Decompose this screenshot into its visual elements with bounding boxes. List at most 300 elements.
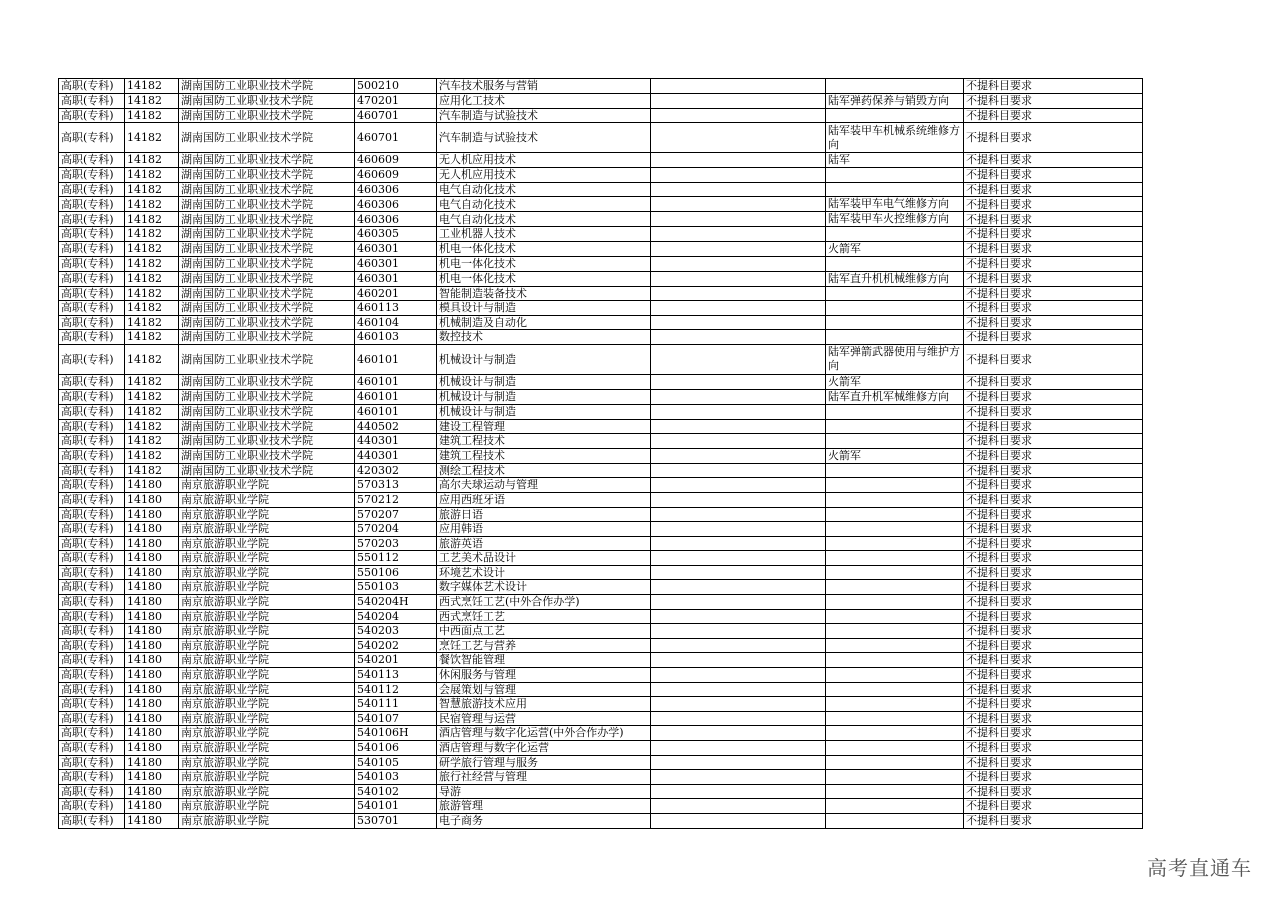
school-name-cell: 湖南国防工业职业技术学院 bbox=[179, 389, 355, 404]
level-cell: 高职(专科) bbox=[59, 344, 125, 374]
requirement-cell: 不提科目要求 bbox=[964, 241, 1143, 256]
school-code-cell: 14180 bbox=[125, 522, 179, 537]
school-name-cell: 湖南国防工业职业技术学院 bbox=[179, 182, 355, 197]
major-name-cell: 民宿管理与运营 bbox=[437, 711, 651, 726]
table-row bbox=[59, 330, 1143, 345]
requirement-cell: 不提科目要求 bbox=[964, 653, 1143, 668]
requirement-cell: 不提科目要求 bbox=[964, 507, 1143, 522]
note-cell bbox=[826, 638, 964, 653]
school-name-cell: 南京旅游职业学院 bbox=[179, 741, 355, 756]
requirement-cell: 不提科目要求 bbox=[964, 638, 1143, 653]
requirement-cell: 不提科目要求 bbox=[964, 565, 1143, 580]
school-code-cell: 14182 bbox=[125, 286, 179, 301]
table-row bbox=[59, 123, 1143, 153]
level-cell: 高职(专科) bbox=[59, 638, 125, 653]
blank-cell bbox=[651, 286, 826, 301]
requirement-cell: 不提科目要求 bbox=[964, 419, 1143, 434]
school-name-cell: 南京旅游职业学院 bbox=[179, 799, 355, 814]
level-cell: 高职(专科) bbox=[59, 374, 125, 389]
major-name-cell: 机械设计与制造 bbox=[437, 374, 651, 389]
blank-cell bbox=[651, 595, 826, 610]
blank-cell bbox=[651, 507, 826, 522]
major-name-cell: 电气自动化技术 bbox=[437, 197, 651, 212]
school-name-cell: 湖南国防工业职业技术学院 bbox=[179, 448, 355, 463]
school-code-cell: 14182 bbox=[125, 315, 179, 330]
requirement-cell: 不提科目要求 bbox=[964, 123, 1143, 153]
note-cell bbox=[826, 330, 964, 345]
major-code-cell: 440502 bbox=[355, 419, 437, 434]
note-cell bbox=[826, 813, 964, 828]
major-name-cell: 建设工程管理 bbox=[437, 419, 651, 434]
level-cell: 高职(专科) bbox=[59, 301, 125, 316]
major-name-cell: 汽车制造与试验技术 bbox=[437, 108, 651, 123]
table-row bbox=[59, 419, 1143, 434]
school-code-cell: 14180 bbox=[125, 536, 179, 551]
blank-cell bbox=[651, 492, 826, 507]
school-code-cell: 14182 bbox=[125, 168, 179, 183]
school-code-cell: 14180 bbox=[125, 711, 179, 726]
table-row bbox=[59, 507, 1143, 522]
note-cell: 陆军弹箭武器使用与维护方向 bbox=[826, 344, 964, 374]
level-cell: 高职(专科) bbox=[59, 565, 125, 580]
note-cell: 陆军 bbox=[826, 153, 964, 168]
blank-cell bbox=[651, 711, 826, 726]
school-code-cell: 14180 bbox=[125, 565, 179, 580]
note-cell bbox=[826, 463, 964, 478]
major-name-cell: 电气自动化技术 bbox=[437, 212, 651, 227]
requirement-cell: 不提科目要求 bbox=[964, 182, 1143, 197]
school-name-cell: 南京旅游职业学院 bbox=[179, 522, 355, 537]
level-cell: 高职(专科) bbox=[59, 668, 125, 683]
table-row bbox=[59, 682, 1143, 697]
blank-cell bbox=[651, 374, 826, 389]
level-cell: 高职(专科) bbox=[59, 404, 125, 419]
note-cell bbox=[826, 755, 964, 770]
major-name-cell: 西式烹饪工艺 bbox=[437, 609, 651, 624]
major-code-cell: 550103 bbox=[355, 580, 437, 595]
blank-cell bbox=[651, 697, 826, 712]
major-code-cell: 570204 bbox=[355, 522, 437, 537]
blank-cell bbox=[651, 108, 826, 123]
note-cell bbox=[826, 227, 964, 242]
requirement-cell: 不提科目要求 bbox=[964, 227, 1143, 242]
major-name-cell: 酒店管理与数字化运营 bbox=[437, 741, 651, 756]
blank-cell bbox=[651, 344, 826, 374]
note-cell bbox=[826, 315, 964, 330]
note-cell bbox=[826, 668, 964, 683]
major-code-cell: 540106H bbox=[355, 726, 437, 741]
school-name-cell: 湖南国防工业职业技术学院 bbox=[179, 330, 355, 345]
school-name-cell: 南京旅游职业学院 bbox=[179, 697, 355, 712]
requirement-cell: 不提科目要求 bbox=[964, 522, 1143, 537]
major-code-cell: 460103 bbox=[355, 330, 437, 345]
major-code-cell: 540101 bbox=[355, 799, 437, 814]
school-code-cell: 14182 bbox=[125, 241, 179, 256]
school-code-cell: 14182 bbox=[125, 227, 179, 242]
blank-cell bbox=[651, 197, 826, 212]
major-name-cell: 机械制造及自动化 bbox=[437, 315, 651, 330]
table-row bbox=[59, 434, 1143, 449]
school-code-cell: 14182 bbox=[125, 389, 179, 404]
school-code-cell: 14182 bbox=[125, 330, 179, 345]
table-row bbox=[59, 182, 1143, 197]
school-code-cell: 14182 bbox=[125, 301, 179, 316]
school-name-cell: 南京旅游职业学院 bbox=[179, 711, 355, 726]
major-name-cell: 中西面点工艺 bbox=[437, 624, 651, 639]
school-name-cell: 南京旅游职业学院 bbox=[179, 536, 355, 551]
major-name-cell: 汽车制造与试验技术 bbox=[437, 123, 651, 153]
blank-cell bbox=[651, 682, 826, 697]
major-code-cell: 470201 bbox=[355, 93, 437, 108]
level-cell: 高职(专科) bbox=[59, 463, 125, 478]
major-code-cell: 440301 bbox=[355, 448, 437, 463]
major-name-cell: 应用韩语 bbox=[437, 522, 651, 537]
school-name-cell: 南京旅游职业学院 bbox=[179, 668, 355, 683]
requirement-cell: 不提科目要求 bbox=[964, 463, 1143, 478]
blank-cell bbox=[651, 256, 826, 271]
level-cell: 高职(专科) bbox=[59, 79, 125, 94]
requirement-cell: 不提科目要求 bbox=[964, 770, 1143, 785]
note-cell: 陆军弹药保养与销毁方向 bbox=[826, 93, 964, 108]
level-cell: 高职(专科) bbox=[59, 227, 125, 242]
major-code-cell: 440301 bbox=[355, 434, 437, 449]
note-cell: 陆军直升机军械维修方向 bbox=[826, 389, 964, 404]
note-cell bbox=[826, 434, 964, 449]
school-name-cell: 湖南国防工业职业技术学院 bbox=[179, 227, 355, 242]
school-name-cell: 南京旅游职业学院 bbox=[179, 682, 355, 697]
level-cell: 高职(专科) bbox=[59, 315, 125, 330]
school-code-cell: 14182 bbox=[125, 463, 179, 478]
requirement-cell: 不提科目要求 bbox=[964, 741, 1143, 756]
level-cell: 高职(专科) bbox=[59, 168, 125, 183]
note-cell bbox=[826, 799, 964, 814]
note-cell bbox=[826, 653, 964, 668]
note-cell bbox=[826, 419, 964, 434]
major-name-cell: 烹饪工艺与营养 bbox=[437, 638, 651, 653]
blank-cell bbox=[651, 755, 826, 770]
major-code-cell: 460609 bbox=[355, 153, 437, 168]
table-row bbox=[59, 212, 1143, 227]
note-cell bbox=[826, 507, 964, 522]
major-name-cell: 餐饮智能管理 bbox=[437, 653, 651, 668]
requirement-cell: 不提科目要求 bbox=[964, 492, 1143, 507]
level-cell: 高职(专科) bbox=[59, 609, 125, 624]
requirement-cell: 不提科目要求 bbox=[964, 697, 1143, 712]
level-cell: 高职(专科) bbox=[59, 153, 125, 168]
school-code-cell: 14180 bbox=[125, 609, 179, 624]
level-cell: 高职(专科) bbox=[59, 271, 125, 286]
major-code-cell: 460306 bbox=[355, 182, 437, 197]
school-name-cell: 南京旅游职业学院 bbox=[179, 770, 355, 785]
note-cell bbox=[826, 301, 964, 316]
level-cell: 高职(专科) bbox=[59, 697, 125, 712]
table-row bbox=[59, 374, 1143, 389]
major-code-cell: 460101 bbox=[355, 374, 437, 389]
table-row bbox=[59, 711, 1143, 726]
school-name-cell: 湖南国防工业职业技术学院 bbox=[179, 79, 355, 94]
school-code-cell: 14182 bbox=[125, 448, 179, 463]
school-code-cell: 14180 bbox=[125, 770, 179, 785]
requirement-cell: 不提科目要求 bbox=[964, 79, 1143, 94]
level-cell: 高职(专科) bbox=[59, 813, 125, 828]
major-code-cell: 540105 bbox=[355, 755, 437, 770]
major-name-cell: 机电一体化技术 bbox=[437, 241, 651, 256]
major-name-cell: 无人机应用技术 bbox=[437, 153, 651, 168]
school-name-cell: 湖南国防工业职业技术学院 bbox=[179, 301, 355, 316]
table-row bbox=[59, 463, 1143, 478]
school-name-cell: 湖南国防工业职业技术学院 bbox=[179, 315, 355, 330]
school-name-cell: 湖南国防工业职业技术学院 bbox=[179, 241, 355, 256]
requirement-cell: 不提科目要求 bbox=[964, 197, 1143, 212]
major-name-cell: 模具设计与制造 bbox=[437, 301, 651, 316]
level-cell: 高职(专科) bbox=[59, 711, 125, 726]
school-name-cell: 南京旅游职业学院 bbox=[179, 624, 355, 639]
major-name-cell: 旅行社经营与管理 bbox=[437, 770, 651, 785]
level-cell: 高职(专科) bbox=[59, 755, 125, 770]
blank-cell bbox=[651, 478, 826, 493]
blank-cell bbox=[651, 813, 826, 828]
note-cell bbox=[826, 522, 964, 537]
requirement-cell: 不提科目要求 bbox=[964, 93, 1143, 108]
major-name-cell: 测绘工程技术 bbox=[437, 463, 651, 478]
school-code-cell: 14180 bbox=[125, 697, 179, 712]
blank-cell bbox=[651, 784, 826, 799]
major-code-cell: 570203 bbox=[355, 536, 437, 551]
major-name-cell: 酒店管理与数字化运营(中外合作办学) bbox=[437, 726, 651, 741]
major-name-cell: 高尔夫球运动与管理 bbox=[437, 478, 651, 493]
table-row bbox=[59, 813, 1143, 828]
note-cell: 火箭军 bbox=[826, 241, 964, 256]
note-cell: 陆军装甲车火控维修方向 bbox=[826, 212, 964, 227]
requirement-cell: 不提科目要求 bbox=[964, 726, 1143, 741]
level-cell: 高职(专科) bbox=[59, 492, 125, 507]
level-cell: 高职(专科) bbox=[59, 784, 125, 799]
level-cell: 高职(专科) bbox=[59, 197, 125, 212]
blank-cell bbox=[651, 799, 826, 814]
major-name-cell: 旅游英语 bbox=[437, 536, 651, 551]
level-cell: 高职(专科) bbox=[59, 241, 125, 256]
requirement-cell: 不提科目要求 bbox=[964, 536, 1143, 551]
requirement-cell: 不提科目要求 bbox=[964, 168, 1143, 183]
school-name-cell: 湖南国防工业职业技术学院 bbox=[179, 197, 355, 212]
table-row bbox=[59, 580, 1143, 595]
major-code-cell: 460306 bbox=[355, 212, 437, 227]
level-cell: 高职(专科) bbox=[59, 286, 125, 301]
school-code-cell: 14182 bbox=[125, 79, 179, 94]
table-row bbox=[59, 108, 1143, 123]
level-cell: 高职(专科) bbox=[59, 448, 125, 463]
major-name-cell: 机械设计与制造 bbox=[437, 389, 651, 404]
school-name-cell: 南京旅游职业学院 bbox=[179, 580, 355, 595]
table-row bbox=[59, 784, 1143, 799]
major-name-cell: 数字媒体艺术设计 bbox=[437, 580, 651, 595]
table-row bbox=[59, 595, 1143, 610]
table-row bbox=[59, 697, 1143, 712]
major-code-cell: 460104 bbox=[355, 315, 437, 330]
requirement-cell: 不提科目要求 bbox=[964, 784, 1143, 799]
blank-cell bbox=[651, 726, 826, 741]
school-name-cell: 湖南国防工业职业技术学院 bbox=[179, 463, 355, 478]
note-cell bbox=[826, 726, 964, 741]
major-name-cell: 环境艺术设计 bbox=[437, 565, 651, 580]
requirement-cell: 不提科目要求 bbox=[964, 755, 1143, 770]
note-cell: 陆军直升机机械维修方向 bbox=[826, 271, 964, 286]
major-code-cell: 540204 bbox=[355, 609, 437, 624]
school-name-cell: 湖南国防工业职业技术学院 bbox=[179, 286, 355, 301]
blank-cell bbox=[651, 404, 826, 419]
note-cell: 火箭军 bbox=[826, 374, 964, 389]
note-cell bbox=[826, 624, 964, 639]
major-name-cell: 机械设计与制造 bbox=[437, 404, 651, 419]
blank-cell bbox=[651, 79, 826, 94]
school-name-cell: 南京旅游职业学院 bbox=[179, 813, 355, 828]
school-code-cell: 14180 bbox=[125, 492, 179, 507]
school-code-cell: 14182 bbox=[125, 374, 179, 389]
blank-cell bbox=[651, 330, 826, 345]
level-cell: 高职(专科) bbox=[59, 799, 125, 814]
level-cell: 高职(专科) bbox=[59, 389, 125, 404]
major-name-cell: 智能制造装备技术 bbox=[437, 286, 651, 301]
school-name-cell: 湖南国防工业职业技术学院 bbox=[179, 212, 355, 227]
table-row bbox=[59, 227, 1143, 242]
school-name-cell: 南京旅游职业学院 bbox=[179, 726, 355, 741]
note-cell bbox=[826, 784, 964, 799]
major-code-cell: 460305 bbox=[355, 227, 437, 242]
blank-cell bbox=[651, 580, 826, 595]
blank-cell bbox=[651, 770, 826, 785]
school-code-cell: 14182 bbox=[125, 93, 179, 108]
table-row bbox=[59, 799, 1143, 814]
note-cell bbox=[826, 79, 964, 94]
note-cell: 陆军装甲车电气维修方向 bbox=[826, 197, 964, 212]
note-cell bbox=[826, 551, 964, 566]
school-name-cell: 湖南国防工业职业技术学院 bbox=[179, 344, 355, 374]
level-cell: 高职(专科) bbox=[59, 653, 125, 668]
major-code-cell: 460301 bbox=[355, 256, 437, 271]
level-cell: 高职(专科) bbox=[59, 551, 125, 566]
table-row bbox=[59, 522, 1143, 537]
blank-cell bbox=[651, 638, 826, 653]
requirement-cell: 不提科目要求 bbox=[964, 668, 1143, 683]
note-cell bbox=[826, 697, 964, 712]
school-code-cell: 14180 bbox=[125, 551, 179, 566]
note-cell bbox=[826, 595, 964, 610]
school-code-cell: 14182 bbox=[125, 153, 179, 168]
level-cell: 高职(专科) bbox=[59, 256, 125, 271]
major-code-cell: 550106 bbox=[355, 565, 437, 580]
major-name-cell: 休闲服务与管理 bbox=[437, 668, 651, 683]
school-name-cell: 南京旅游职业学院 bbox=[179, 755, 355, 770]
requirement-cell: 不提科目要求 bbox=[964, 478, 1143, 493]
major-code-cell: 540102 bbox=[355, 784, 437, 799]
blank-cell bbox=[651, 434, 826, 449]
note-cell: 陆军装甲车机械系统维修方向 bbox=[826, 123, 964, 153]
school-code-cell: 14182 bbox=[125, 123, 179, 153]
school-code-cell: 14180 bbox=[125, 638, 179, 653]
major-name-cell: 数控技术 bbox=[437, 330, 651, 345]
note-cell bbox=[826, 682, 964, 697]
requirement-cell: 不提科目要求 bbox=[964, 580, 1143, 595]
major-code-cell: 460201 bbox=[355, 286, 437, 301]
table-row bbox=[59, 638, 1143, 653]
level-cell: 高职(专科) bbox=[59, 419, 125, 434]
school-name-cell: 湖南国防工业职业技术学院 bbox=[179, 434, 355, 449]
school-name-cell: 南京旅游职业学院 bbox=[179, 609, 355, 624]
school-code-cell: 14180 bbox=[125, 507, 179, 522]
level-cell: 高职(专科) bbox=[59, 507, 125, 522]
major-code-cell: 540111 bbox=[355, 697, 437, 712]
blank-cell bbox=[651, 609, 826, 624]
major-name-cell: 汽车技术服务与营销 bbox=[437, 79, 651, 94]
major-name-cell: 旅游管理 bbox=[437, 799, 651, 814]
school-name-cell: 湖南国防工业职业技术学院 bbox=[179, 168, 355, 183]
major-code-cell: 460609 bbox=[355, 168, 437, 183]
major-code-cell: 460301 bbox=[355, 271, 437, 286]
major-code-cell: 540204H bbox=[355, 595, 437, 610]
school-code-cell: 14180 bbox=[125, 580, 179, 595]
requirement-cell: 不提科目要求 bbox=[964, 315, 1143, 330]
blank-cell bbox=[651, 565, 826, 580]
note-cell bbox=[826, 565, 964, 580]
requirement-cell: 不提科目要求 bbox=[964, 374, 1143, 389]
school-code-cell: 14180 bbox=[125, 668, 179, 683]
level-cell: 高职(专科) bbox=[59, 726, 125, 741]
major-code-cell: 540107 bbox=[355, 711, 437, 726]
school-code-cell: 14180 bbox=[125, 653, 179, 668]
table-row bbox=[59, 536, 1143, 551]
major-name-cell: 西式烹饪工艺(中外合作办学) bbox=[437, 595, 651, 610]
major-name-cell: 工艺美术品设计 bbox=[437, 551, 651, 566]
major-name-cell: 机电一体化技术 bbox=[437, 271, 651, 286]
blank-cell bbox=[651, 522, 826, 537]
major-code-cell: 540103 bbox=[355, 770, 437, 785]
requirement-cell: 不提科目要求 bbox=[964, 551, 1143, 566]
school-name-cell: 湖南国防工业职业技术学院 bbox=[179, 93, 355, 108]
major-name-cell: 智慧旅游技术应用 bbox=[437, 697, 651, 712]
level-cell: 高职(专科) bbox=[59, 536, 125, 551]
requirement-cell: 不提科目要求 bbox=[964, 330, 1143, 345]
blank-cell bbox=[651, 315, 826, 330]
requirement-cell: 不提科目要求 bbox=[964, 813, 1143, 828]
major-code-cell: 540106 bbox=[355, 741, 437, 756]
blank-cell bbox=[651, 389, 826, 404]
school-name-cell: 南京旅游职业学院 bbox=[179, 492, 355, 507]
table-row bbox=[59, 168, 1143, 183]
requirement-cell: 不提科目要求 bbox=[964, 108, 1143, 123]
admission-table bbox=[58, 78, 1143, 829]
note-cell bbox=[826, 108, 964, 123]
requirement-cell: 不提科目要求 bbox=[964, 609, 1143, 624]
blank-cell bbox=[651, 168, 826, 183]
requirement-cell: 不提科目要求 bbox=[964, 344, 1143, 374]
school-code-cell: 14182 bbox=[125, 344, 179, 374]
school-name-cell: 湖南国防工业职业技术学院 bbox=[179, 256, 355, 271]
requirement-cell: 不提科目要求 bbox=[964, 595, 1143, 610]
school-code-cell: 14180 bbox=[125, 624, 179, 639]
level-cell: 高职(专科) bbox=[59, 182, 125, 197]
major-code-cell: 540113 bbox=[355, 668, 437, 683]
school-code-cell: 14182 bbox=[125, 212, 179, 227]
school-code-cell: 14182 bbox=[125, 182, 179, 197]
table-row bbox=[59, 153, 1143, 168]
note-cell bbox=[826, 182, 964, 197]
blank-cell bbox=[651, 241, 826, 256]
requirement-cell: 不提科目要求 bbox=[964, 301, 1143, 316]
major-code-cell: 460701 bbox=[355, 123, 437, 153]
school-code-cell: 14180 bbox=[125, 755, 179, 770]
major-name-cell: 机电一体化技术 bbox=[437, 256, 651, 271]
blank-cell bbox=[651, 624, 826, 639]
